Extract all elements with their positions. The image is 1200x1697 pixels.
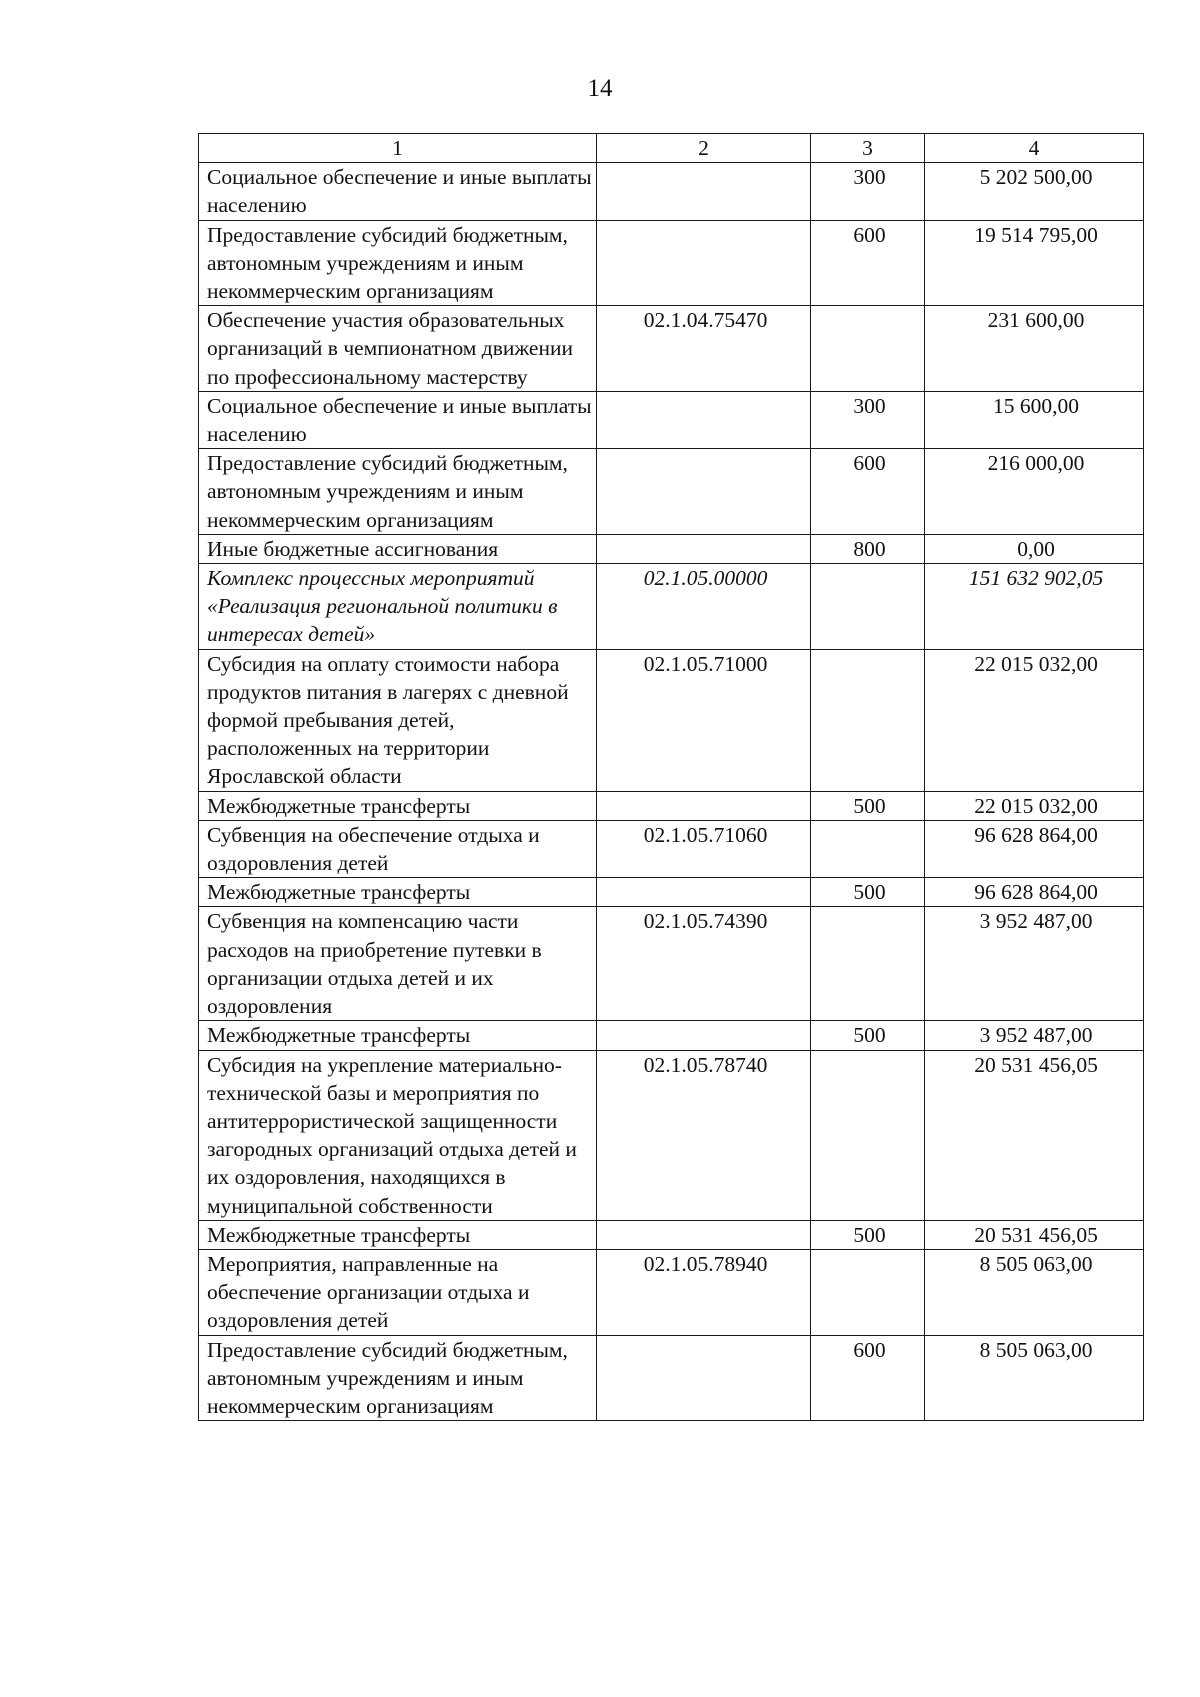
- row-code-cell: [597, 1335, 811, 1421]
- table-row: [199, 1249, 1144, 1335]
- table-row: [199, 1335, 1144, 1421]
- table-row: [199, 306, 1144, 392]
- row-code-cell: [597, 1220, 811, 1249]
- row-name-cell: Межбюджетные трансферты: [199, 1021, 597, 1050]
- row-type-cell: 500: [811, 1220, 925, 1249]
- row-name-cell: Межбюджетные трансферты: [199, 791, 597, 820]
- row-type-cell: [811, 1050, 925, 1220]
- row-amount-cell: 20 531 456,05: [925, 1050, 1144, 1220]
- table-header-row: [199, 134, 1144, 163]
- table-body: [199, 163, 1144, 1421]
- row-code-cell: [597, 163, 811, 220]
- row-amount-cell: 15 600,00: [925, 391, 1144, 448]
- row-amount-cell: 216 000,00: [925, 449, 1144, 535]
- row-amount-cell: 3 952 487,00: [925, 907, 1144, 1021]
- row-name-cell: Предоставление субсидий бюджетным, автономным учреждениям и иным некоммерческим организациям: [199, 1335, 597, 1421]
- row-type-cell: [811, 649, 925, 791]
- table-row: [199, 878, 1144, 907]
- row-amount-cell: 22 015 032,00: [925, 791, 1144, 820]
- table-row: [199, 163, 1144, 220]
- row-amount-cell: 22 015 032,00: [925, 649, 1144, 791]
- table-row: [199, 820, 1144, 877]
- table-row: [199, 449, 1144, 535]
- table-row: [199, 1021, 1144, 1050]
- row-name-cell: Субсидия на укрепление материально-технической базы и мероприятия по антитеррористической защищенности загородных организаций отдыха детей и их оздоровления, находящихся в муниципальной собственности: [199, 1050, 597, 1220]
- budget-table: [198, 133, 1144, 1421]
- row-code-cell: 02.1.05.00000: [597, 564, 811, 650]
- row-amount-cell: 96 628 864,00: [925, 820, 1144, 877]
- row-name-cell: Мероприятия, направленные на обеспечение организации отдыха и оздоровления детей: [199, 1249, 597, 1335]
- row-name-cell: Социальное обеспечение и иные выплаты населению: [199, 391, 597, 448]
- row-amount-cell: 96 628 864,00: [925, 878, 1144, 907]
- row-code-cell: 02.1.04.75470: [597, 306, 811, 392]
- row-code-cell: [597, 1021, 811, 1050]
- row-type-cell: 500: [811, 791, 925, 820]
- row-name-cell: Предоставление субсидий бюджетным, автономным учреждениям и иным некоммерческим организациям: [199, 220, 597, 306]
- row-type-cell: [811, 907, 925, 1021]
- row-name-cell: Субвенция на компенсацию части расходов на приобретение путевки в организации отдыха детей и их оздоровления: [199, 907, 597, 1021]
- table-row: [199, 649, 1144, 791]
- column-header: 4: [925, 134, 1144, 163]
- row-amount-cell: 231 600,00: [925, 306, 1144, 392]
- table-row: [199, 391, 1144, 448]
- row-type-cell: 300: [811, 391, 925, 448]
- row-code-cell: 02.1.05.74390: [597, 907, 811, 1021]
- row-type-cell: [811, 564, 925, 650]
- column-header: 2: [597, 134, 811, 163]
- row-amount-cell: 151 632 902,05: [925, 564, 1144, 650]
- row-code-cell: [597, 449, 811, 535]
- row-amount-cell: 20 531 456,05: [925, 1220, 1144, 1249]
- row-code-cell: 02.1.05.71060: [597, 820, 811, 877]
- page-number: 14: [587, 75, 613, 102]
- row-name-cell: Субсидия на оплату стоимости набора продуктов питания в лагерях с дневной формой пребывания детей, расположенных на территории Ярославской области: [199, 649, 597, 791]
- row-code-cell: 02.1.05.78940: [597, 1249, 811, 1335]
- row-name-cell: Обеспечение участия образовательных организаций в чемпионатном движении по профессиональному мастерству: [199, 306, 597, 392]
- row-code-cell: [597, 220, 811, 306]
- row-name-cell: Субвенция на обеспечение отдыха и оздоровления детей: [199, 820, 597, 877]
- table-row: [199, 1220, 1144, 1249]
- row-name-cell: Межбюджетные трансферты: [199, 878, 597, 907]
- row-name-cell: Предоставление субсидий бюджетным, автономным учреждениям и иным некоммерческим организациям: [199, 449, 597, 535]
- row-amount-cell: 8 505 063,00: [925, 1335, 1144, 1421]
- row-type-cell: 500: [811, 1021, 925, 1050]
- row-type-cell: 600: [811, 220, 925, 306]
- row-code-cell: [597, 391, 811, 448]
- table-row: [199, 220, 1144, 306]
- table-row: [199, 1050, 1144, 1220]
- row-type-cell: 600: [811, 1335, 925, 1421]
- table-row: [199, 534, 1144, 563]
- row-name-cell: Комплекс процессных мероприятий «Реализация региональной политики в интересах детей»: [199, 564, 597, 650]
- table-row: [199, 564, 1144, 650]
- row-type-cell: 800: [811, 534, 925, 563]
- table-row: [199, 791, 1144, 820]
- row-name-cell: Социальное обеспечение и иные выплаты населению: [199, 163, 597, 220]
- row-name-cell: Межбюджетные трансферты: [199, 1220, 597, 1249]
- row-code-cell: [597, 534, 811, 563]
- row-name-cell: Иные бюджетные ассигнования: [199, 534, 597, 563]
- row-amount-cell: 8 505 063,00: [925, 1249, 1144, 1335]
- column-header: 3: [811, 134, 925, 163]
- row-code-cell: [597, 791, 811, 820]
- row-code-cell: 02.1.05.78740: [597, 1050, 811, 1220]
- row-type-cell: [811, 1249, 925, 1335]
- row-type-cell: 500: [811, 878, 925, 907]
- row-type-cell: 300: [811, 163, 925, 220]
- row-type-cell: [811, 820, 925, 877]
- table-row: [199, 907, 1144, 1021]
- row-amount-cell: 19 514 795,00: [925, 220, 1144, 306]
- row-amount-cell: 5 202 500,00: [925, 163, 1144, 220]
- row-code-cell: [597, 878, 811, 907]
- row-amount-cell: 3 952 487,00: [925, 1021, 1144, 1050]
- row-code-cell: 02.1.05.71000: [597, 649, 811, 791]
- row-type-cell: 600: [811, 449, 925, 535]
- row-amount-cell: 0,00: [925, 534, 1144, 563]
- row-type-cell: [811, 306, 925, 392]
- column-header: 1: [199, 134, 597, 163]
